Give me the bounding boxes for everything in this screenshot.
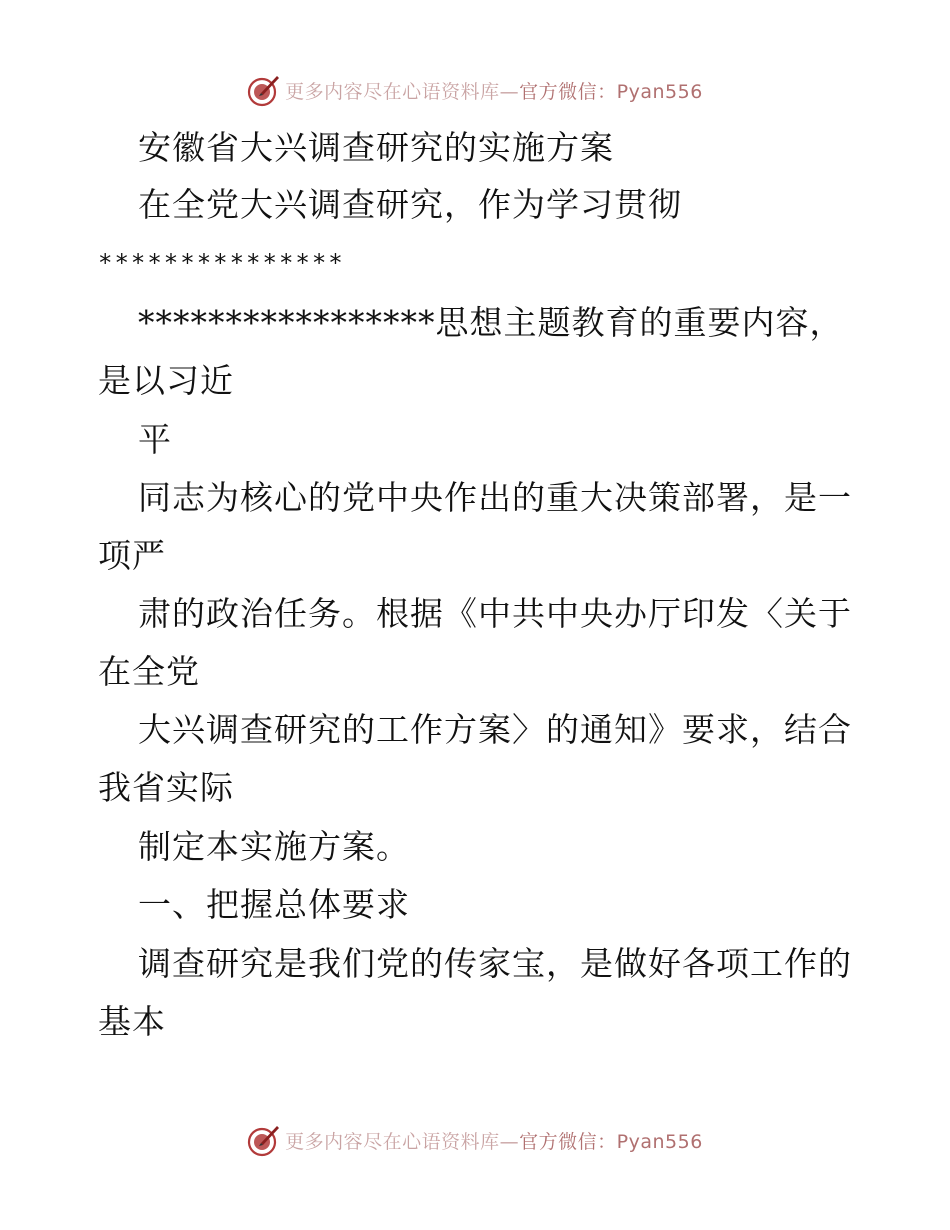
header-watermark <box>0 70 950 110</box>
paragraph-line: 我省实际 <box>98 768 234 807</box>
paragraph-line: 平 <box>138 420 172 459</box>
paragraph-line: 基本 <box>98 1002 166 1041</box>
document-title: 安徽省大兴调查研究的实施方案 <box>138 128 614 167</box>
paragraph-line: 在全党 <box>98 652 200 691</box>
section-heading: 一、把握总体要求 <box>138 885 410 924</box>
paragraph-line: 肃的政治任务。根据《中共中央办厅印发〈关于 <box>138 594 852 633</box>
quill-pen-logo-icon <box>247 73 281 107</box>
paragraph-line: 在全党大兴调查研究，作为学习贯彻 <box>138 185 682 224</box>
paragraph-line: 调查研究是我们党的传家宝，是做好各项工作的 <box>138 944 852 983</box>
paragraph-line: 项严 <box>98 536 166 575</box>
paragraph-line: *************** <box>98 249 345 277</box>
paragraph-line: *****************思想主题教育的重要内容， <box>138 303 844 342</box>
watermark-text: 更多内容尽在心语资料库—官方微信：Pyan556 <box>285 80 703 103</box>
paragraph-line: 同志为核心的党中央作出的重大决策部署，是一 <box>138 478 852 517</box>
paragraph-line: 是以习近 <box>98 361 234 400</box>
footer-watermark <box>0 1120 950 1160</box>
paragraph-line: 制定本实施方案。 <box>138 827 410 866</box>
quill-pen-logo-icon <box>247 1123 281 1157</box>
watermark-text: 更多内容尽在心语资料库—官方微信：Pyan556 <box>285 1130 703 1153</box>
paragraph-line: 大兴调查研究的工作方案〉的通知》要求，结合 <box>138 710 852 749</box>
